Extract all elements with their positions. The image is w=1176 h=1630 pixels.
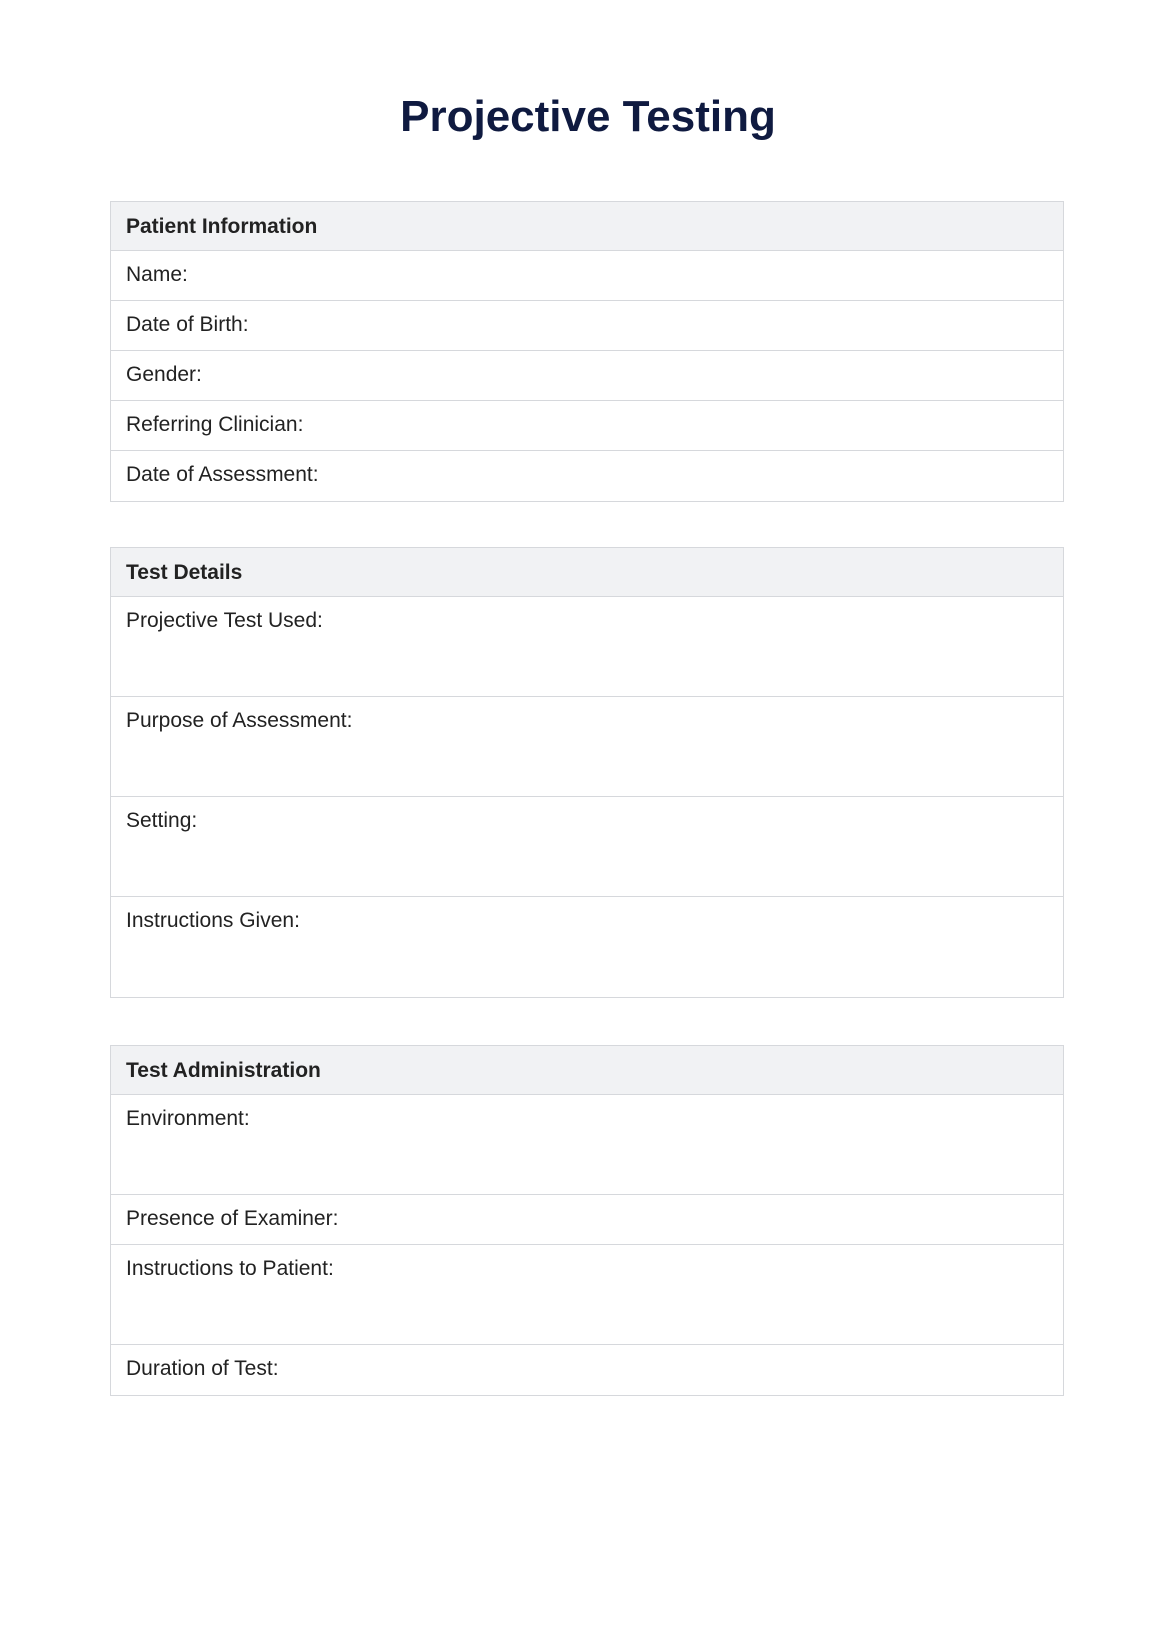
instructions-given-field[interactable]: Instructions Given: [126, 909, 300, 932]
environment-field[interactable]: Environment: [111, 1095, 1063, 1195]
test-administration-table [110, 1045, 1064, 1396]
section-heading: Test Details [111, 548, 1063, 597]
purpose-of-assessment-field[interactable]: Purpose of Assessment: [111, 697, 1063, 797]
instructions-to-patient-field[interactable]: Instructions to Patient: [111, 1245, 1063, 1345]
referring-clinician-field[interactable]: Referring Clinician: [111, 401, 1063, 451]
test-details-table [110, 547, 1064, 998]
name-field[interactable]: Name: [111, 251, 1063, 301]
page-title: Projective Testing [400, 92, 776, 141]
duration-of-test-field[interactable]: Duration of Test: [126, 1357, 279, 1380]
presence-of-examiner-field[interactable]: Presence of Examiner: [111, 1195, 1063, 1245]
date-of-assessment-field[interactable]: Date of Assessment: [126, 463, 319, 486]
section-heading: Patient Information [111, 202, 1063, 251]
setting-field[interactable]: Setting: [111, 797, 1063, 897]
date-of-birth-field[interactable]: Date of Birth: [111, 301, 1063, 351]
gender-field[interactable]: Gender: [111, 351, 1063, 401]
projective-test-used-field[interactable]: Projective Test Used: [111, 597, 1063, 697]
patient-information-table [110, 201, 1064, 502]
section-heading: Test Administration [111, 1046, 1063, 1095]
